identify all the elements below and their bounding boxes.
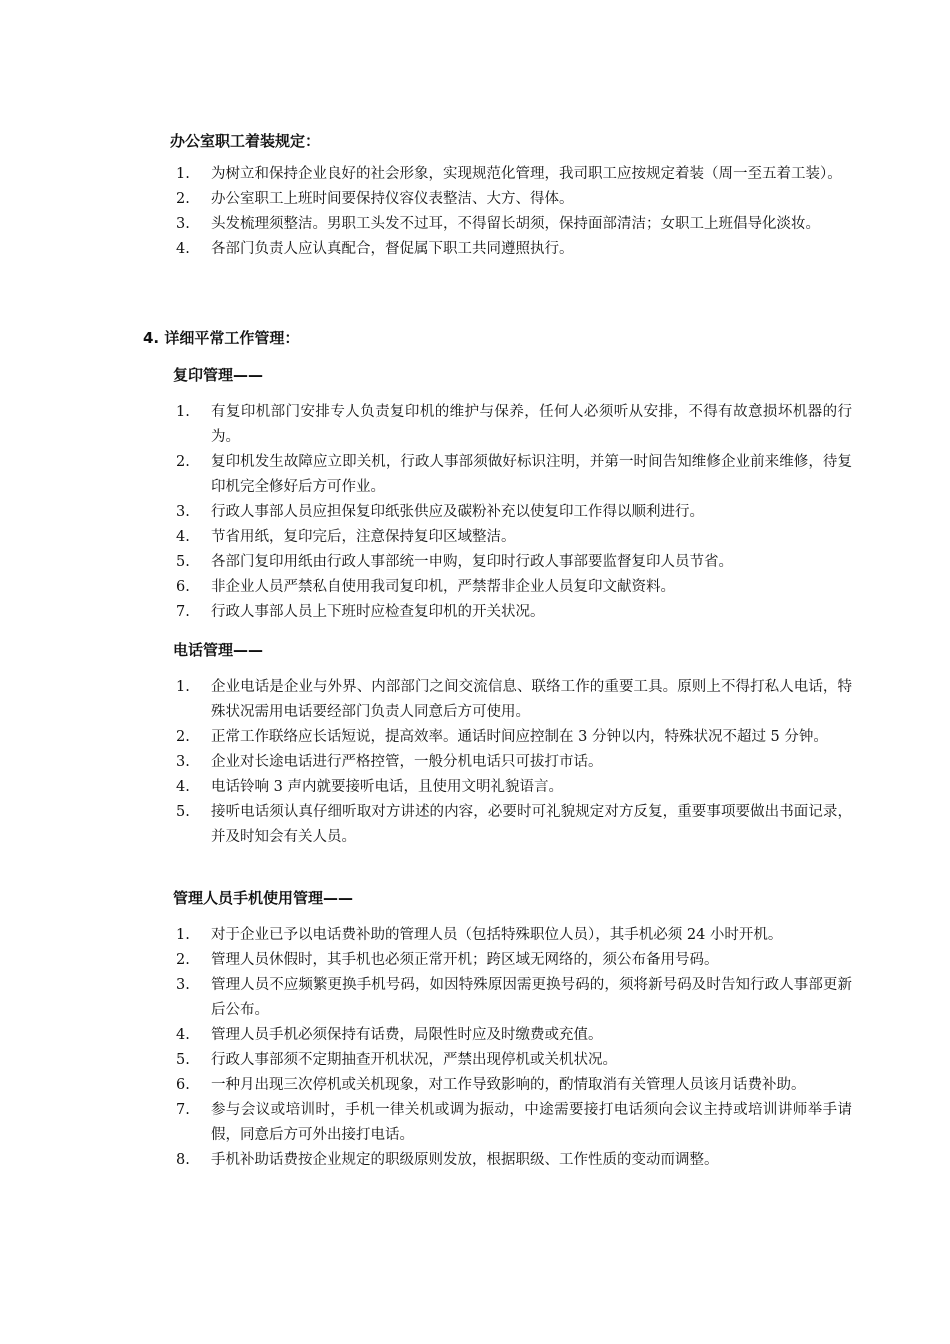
list-item-number: 4. <box>176 529 190 545</box>
list-item-text: 各部门负责人应认真配合，督促属下职工共同遵照执行。 <box>211 241 574 257</box>
list-item-text: 为树立和保持企业良好的社会形象，实现规范化管理，我司职工应按规定着装（周一至五着工装）。 <box>211 166 842 182</box>
list-item-number: 1. <box>176 679 190 695</box>
list-item-number: 3. <box>176 977 190 993</box>
list-item-number: 5. <box>176 804 190 820</box>
list-item-number: 5. <box>176 554 190 570</box>
list-item <box>0 1148 950 1173</box>
list-item-text: 企业电话是企业与外界、内部部门之间交流信息、联络工作的重要工具。原则上不得打私人电话，特殊状况需用电话要经部门负责人同意后方可使用。 <box>211 679 852 720</box>
list-item <box>0 948 950 973</box>
mobile-list <box>0 923 950 1173</box>
list-item-number: 7. <box>176 604 190 620</box>
list-item-number: 3. <box>176 754 190 770</box>
list-item <box>0 725 950 750</box>
list-item <box>0 973 950 1023</box>
list-item-number: 1. <box>176 404 190 420</box>
list-item-number: 8. <box>176 1152 190 1168</box>
list-item <box>0 450 950 500</box>
section-heading-phone: 电话管理—— <box>173 641 264 659</box>
list-item-number: 2. <box>176 729 190 745</box>
list-item <box>0 750 950 775</box>
list-item-number: 7. <box>176 1102 190 1118</box>
list-item <box>0 800 950 850</box>
copier-list <box>0 400 950 625</box>
list-item-text: 对于企业已予以电话费补助的管理人员（包括特殊职位人员），其手机必须 24 小时开机。 <box>211 927 783 943</box>
list-item <box>0 525 950 550</box>
list-item-text: 头发梳理须整洁。男职工头发不过耳，不得留长胡须，保持面部清洁；女职工上班倡导化淡妆。 <box>211 216 820 232</box>
list-item-text: 行政人事部人员上下班时应检查复印机的开关状况。 <box>211 604 545 620</box>
list-item-text: 参与会议或培训时，手机一律关机或调为振动，中途需要接打电话须向会议主持或培训讲师举手请假，同意后方可外出接打电话。 <box>211 1102 852 1143</box>
section-heading-daily-management: 4. 详细平常工作管理： <box>143 329 300 347</box>
list-item-text: 管理人员不应频繁更换手机号码，如因特殊原因需更换号码的，须将新号码及时告知行政人事部更新后公布。 <box>211 977 852 1018</box>
list-item-text: 手机补助话费按企业规定的职级原则发放，根据职级、工作性质的变动而调整。 <box>211 1152 719 1168</box>
list-item-text: 企业对长途电话进行严格控管，一般分机电话只可拔打市话。 <box>211 754 603 770</box>
list-item <box>0 212 950 237</box>
list-item-number: 1. <box>176 166 190 182</box>
section-heading-dress-code: 办公室职工着装规定： <box>170 132 321 150</box>
list-item <box>0 923 950 948</box>
list-item-number: 1. <box>176 927 190 943</box>
list-item <box>0 187 950 212</box>
list-item-number: 3. <box>176 216 190 232</box>
list-item-text: 节省用纸，复印完后，注意保持复印区域整洁。 <box>211 529 516 545</box>
list-item <box>0 600 950 625</box>
list-item-text: 一种月出现三次停机或关机现象，对工作导致影响的，酌情取消有关管理人员该月话费补助。 <box>211 1077 806 1093</box>
section-heading-mobile: 管理人员手机使用管理—— <box>173 889 354 907</box>
list-item <box>0 550 950 575</box>
list-item <box>0 675 950 725</box>
list-item-text: 行政人事部须不定期抽查开机状况，严禁出现停机或关机状况。 <box>211 1052 617 1068</box>
list-item-text: 电话铃响 3 声内就要接听电话，且使用文明礼貌语言。 <box>211 779 563 795</box>
list-item-text: 管理人员休假时，其手机也必须正常开机；跨区域无网络的，须公布备用号码。 <box>211 952 719 968</box>
list-item-number: 2. <box>176 191 190 207</box>
list-item <box>0 575 950 600</box>
list-item-number: 4. <box>176 241 190 257</box>
list-item-number: 5. <box>176 1052 190 1068</box>
list-item-number: 6. <box>176 579 190 595</box>
list-item-number: 4. <box>176 779 190 795</box>
list-item-text: 正常工作联络应长话短说，提高效率。通话时间应控制在 3 分钟以内，特殊状况不超过 5 分钟。 <box>211 729 828 745</box>
list-item <box>0 162 950 187</box>
list-item-number: 3. <box>176 504 190 520</box>
list-item-number: 2. <box>176 952 190 968</box>
list-item <box>0 237 950 262</box>
phone-list <box>0 675 950 850</box>
section-heading-copier: 复印管理—— <box>173 366 264 384</box>
list-item-text: 各部门复印用纸由行政人事部统一申购，复印时行政人事部要监督复印人员节省。 <box>211 554 733 570</box>
list-item-text: 复印机发生故障应立即关机，行政人事部须做好标识注明，并第一时间告知维修企业前来维修，待复印机完全修好后方可作业。 <box>211 454 852 495</box>
list-item-number: 6. <box>176 1077 190 1093</box>
list-item <box>0 1023 950 1048</box>
list-item <box>0 500 950 525</box>
list-item-text: 接听电话须认真仔细听取对方讲述的内容，必要时可礼貌规定对方反复，重要事项要做出书面记录，并及时知会有关人员。 <box>211 804 852 845</box>
list-item-text: 非企业人员严禁私自使用我司复印机，严禁帮非企业人员复印文献资料。 <box>211 579 675 595</box>
dress-code-list <box>0 162 950 262</box>
list-item-text: 有复印机部门安排专人负责复印机的维护与保养，任何人必须听从安排，不得有故意损坏机器的行为。 <box>211 404 852 445</box>
list-item <box>0 775 950 800</box>
list-item <box>0 1073 950 1098</box>
list-item-text: 办公室职工上班时间要保持仪容仪表整洁、大方、得体。 <box>211 191 574 207</box>
list-item <box>0 1048 950 1073</box>
list-item-text: 行政人事部人员应担保复印纸张供应及碳粉补充以使复印工作得以顺利进行。 <box>211 504 704 520</box>
list-item-text: 管理人员手机必须保持有话费，局限性时应及时缴费或充值。 <box>211 1027 603 1043</box>
list-item-number: 4. <box>176 1027 190 1043</box>
list-item-number: 2. <box>176 454 190 470</box>
list-item <box>0 1098 950 1148</box>
list-item <box>0 400 950 450</box>
